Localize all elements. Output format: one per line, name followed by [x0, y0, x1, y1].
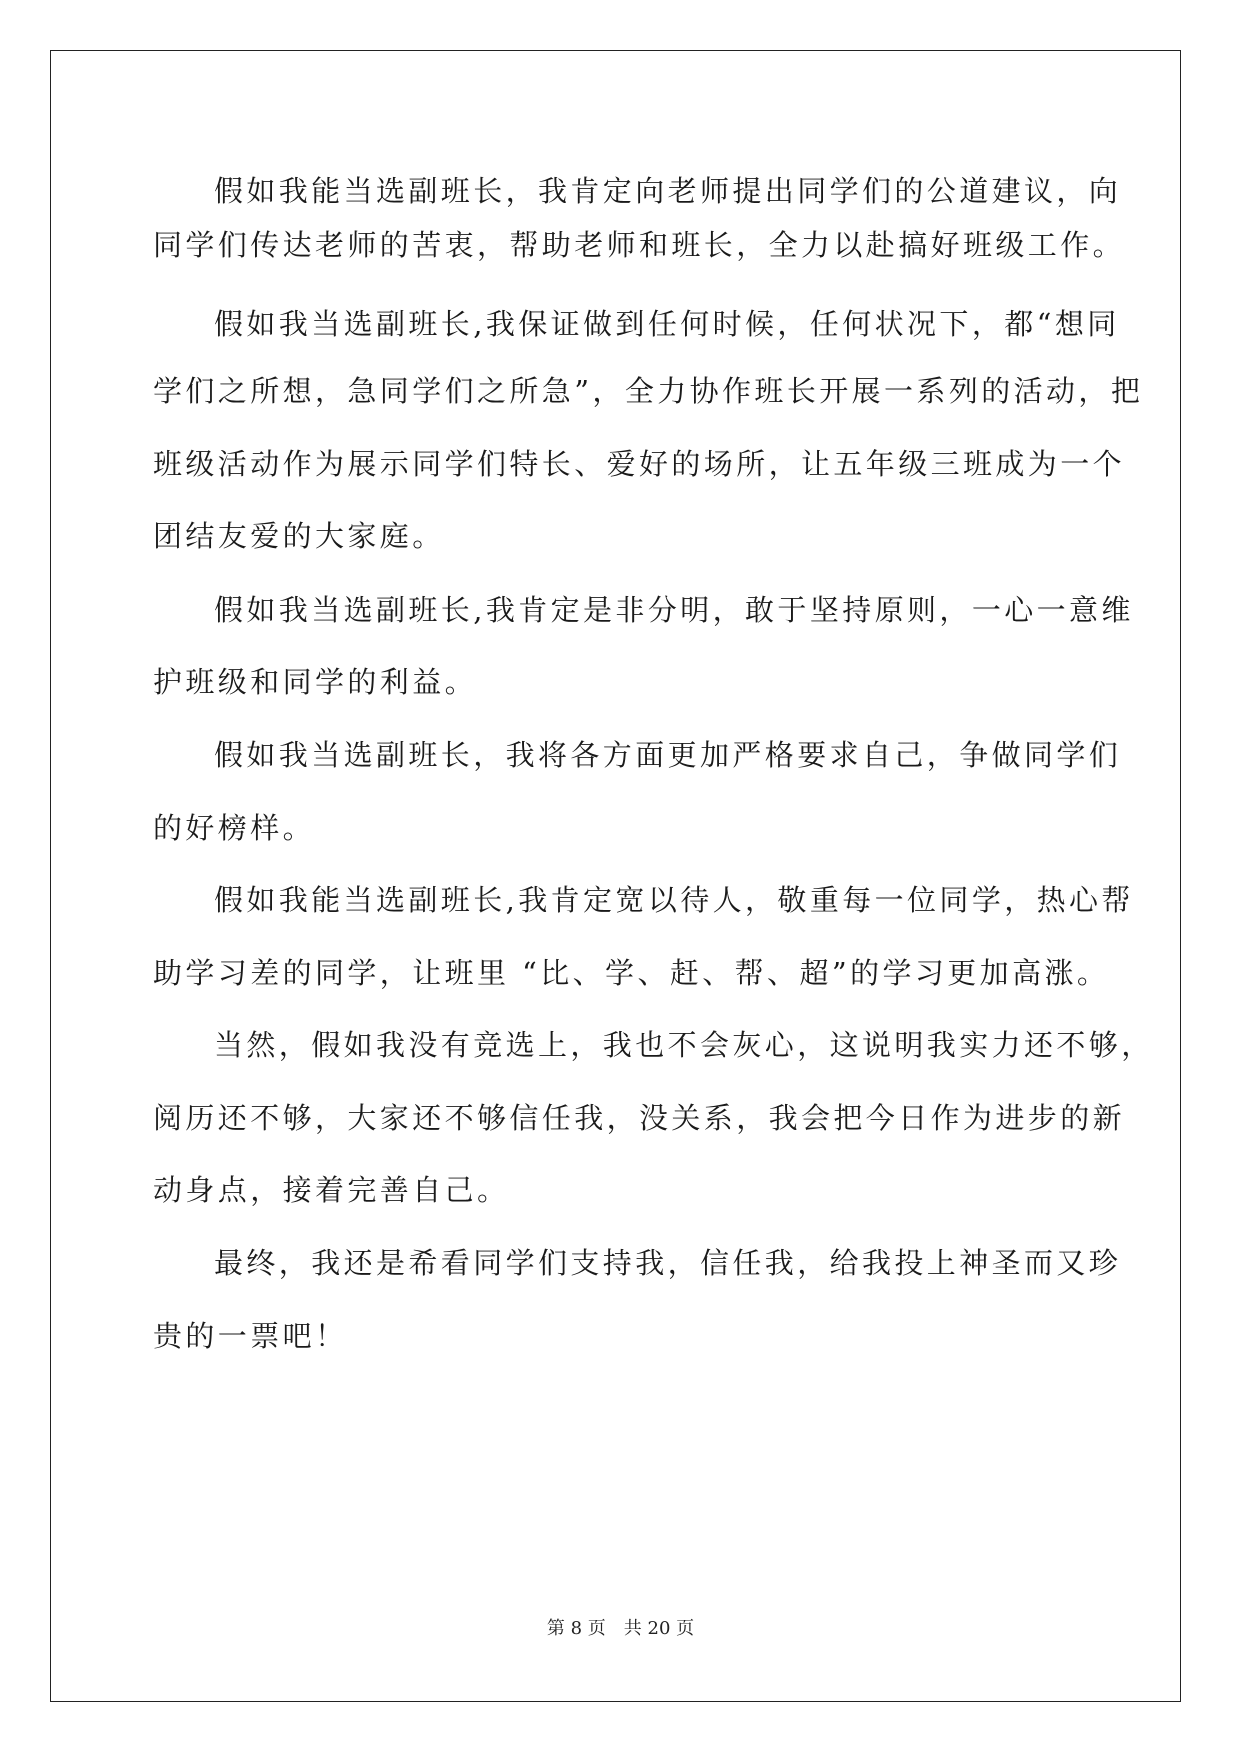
text-line: 同学们传达老师的苦衷，帮助老师和班长，全力以赴搞好班级工作。: [153, 228, 1126, 262]
text-line: 动身点，接着完善自己。: [153, 1173, 510, 1207]
page-border: [50, 50, 1181, 1702]
text-line: 当然，假如我没有竞选上，我也不会灰心，这说明我实力还不够，: [214, 1028, 1154, 1062]
text-line: 假如我能当选副班长,我肯定宽以待人，敬重每一位同学，热心帮: [214, 883, 1134, 917]
text-line: 假如我能当选副班长，我肯定向老师提出同学们的公道建议，向: [214, 174, 1122, 208]
text-line: 助学习差的同学，让班里 “比、学、赶、帮、超”的学习更加高涨。: [153, 956, 1110, 990]
text-line: 贵的一票吧！: [153, 1319, 348, 1353]
text-line: 学们之所想，急同学们之所急”，全力协作班长开展一系列的活动，把: [153, 374, 1144, 408]
text-line: 假如我当选副班长,我肯定是非分明，敢于坚持原则，一心一意维: [214, 593, 1134, 627]
text-line: 假如我当选副班长,我保证做到任何时候，任何状况下，都“想同: [214, 307, 1120, 341]
text-line: 最终，我还是希看同学们支持我，信任我，给我投上神圣而又珍: [214, 1246, 1122, 1280]
text-line: 假如我当选副班长，我将各方面更加严格要求自己，争做同学们: [214, 738, 1122, 772]
text-line: 护班级和同学的利益。: [153, 665, 478, 699]
text-line: 的好榜样。: [153, 811, 316, 845]
text-line: 班级活动作为展示同学们特长、爱好的场所，让五年级三班成为一个: [153, 447, 1126, 481]
text-line: 团结友爱的大家庭。: [153, 519, 445, 553]
text-line: 阅历还不够，大家还不够信任我，没关系，我会把今日作为进步的新: [153, 1101, 1126, 1135]
page-number-footer: 第 8 页 共 20 页: [546, 1618, 695, 1639]
